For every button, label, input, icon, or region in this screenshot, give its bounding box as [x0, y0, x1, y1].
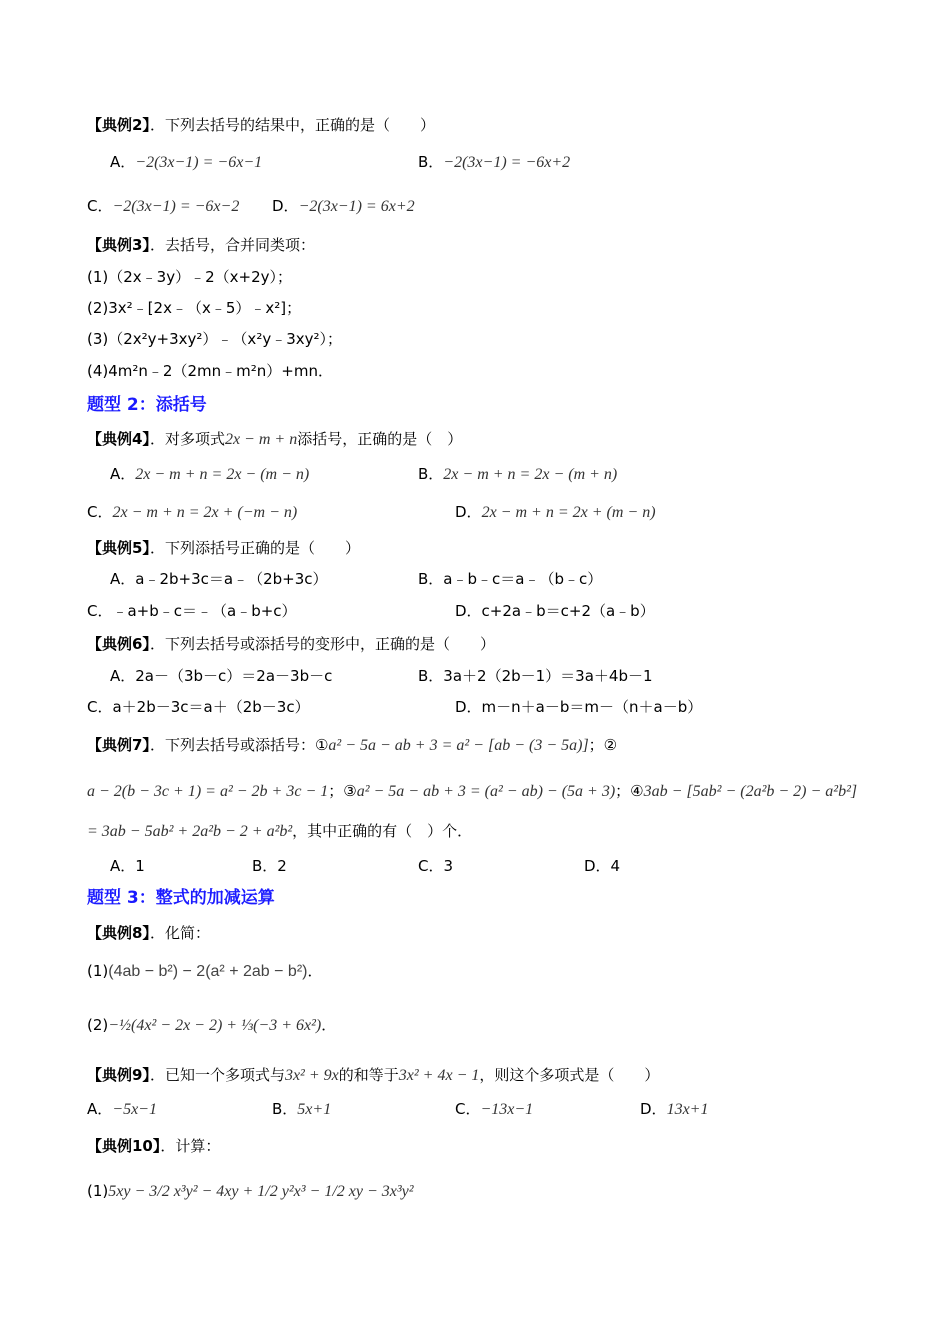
example-tag: 【典例10】: [87, 1137, 161, 1155]
sub-question-1: (1)（2x﹣3y）﹣2（x+2y）；: [87, 268, 292, 286]
example-7-statement-end: = 3ab − 5ab² + 2a²b − 2 + a²b²，其中正确的有（ ）个．: [87, 822, 473, 840]
sub-question-1: (1)(4ab − b²) − 2(a² + 2ab − b²)．: [87, 962, 323, 980]
example-2-question: 【典例2】．下列去括号的结果中，正确的是（ ）: [87, 116, 435, 134]
sub-question-1: (1)5xy − 3/2 x³y² − 4xy + 1/2 y²x³ − 1/2 xy − 3x³y²: [87, 1182, 414, 1200]
option-d: D．m－n＋a－b＝m－（n＋a－b）: [455, 698, 703, 716]
example-tag: 【典例7】: [87, 736, 150, 754]
option-c: C．2x − m + n = 2x + (−m − n): [87, 503, 298, 521]
option-c: C．−2(3x−1) = −6x−2: [87, 197, 240, 215]
option-a: A．a﹣2b+3c＝a﹣（2b+3c）: [110, 570, 328, 588]
example-5-question: 【典例5】．下列添括号正确的是（ ）: [87, 539, 360, 557]
option-a: A．2x − m + n = 2x − (m − n): [110, 465, 310, 483]
option-c: C．3: [418, 857, 454, 875]
option-b: B．2x − m + n = 2x − (m + n): [418, 465, 618, 483]
section-heading-type-2: 题型 2：添括号: [87, 395, 207, 415]
option-d: D．13x+1: [640, 1100, 709, 1118]
example-9-question: 【典例9】．已知一个多项式与3x² + 9x的和等于3x² + 4x − 1，则这个多项式是（ ）: [87, 1066, 660, 1084]
sub-question-4: (4)4m²n﹣2（2mn﹣m²n）+mn．: [87, 362, 333, 380]
example-tag: 【典例4】: [87, 430, 150, 448]
example-tag: 【典例2】: [87, 116, 150, 134]
example-6-question: 【典例6】．下列去括号或添括号的变形中，正确的是（ ）: [87, 635, 495, 653]
example-7-statement-line: a − 2(b − 3c + 1) = a² − 2b + 3c − 1；③a² − 5a − ab + 3 = (a² − ab) − (5a + 3)；④3ab − [5ab² − (2a²b − 2) − a²b²]: [87, 782, 858, 800]
sub-question-3: (3)（2x²y+3xy²）﹣（x²y﹣3xy²）；: [87, 330, 343, 348]
section-heading-type-3: 题型 3：整式的加减运算: [87, 888, 275, 908]
option-b: B．a﹣b﹣c＝a﹣（b﹣c）: [418, 570, 603, 588]
option-b: B．2: [252, 857, 287, 875]
example-tag: 【典例9】: [87, 1066, 150, 1084]
option-d: D．−2(3x−1) = 6x+2: [272, 197, 415, 215]
option-c: C．a＋2b－3c＝a＋（2b－3c）: [87, 698, 310, 716]
example-4-question: 【典例4】．对多项式2x − m + n添括号，正确的是（ ）: [87, 430, 463, 448]
example-tag: 【典例6】: [87, 635, 150, 653]
option-a: A．1: [110, 857, 145, 875]
example-3-question: 【典例3】．去括号，合并同类项：: [87, 236, 315, 254]
option-b: B．5x+1: [272, 1100, 332, 1118]
sub-question-2: (2)3x²﹣[2x﹣（x﹣5）﹣x²]；: [87, 299, 302, 317]
option-a: A．2a－（3b－c）＝2a－3b－c: [110, 667, 333, 685]
option-c: C．−13x−1: [455, 1100, 534, 1118]
option-b: B．−2(3x−1) = −6x+2: [418, 153, 571, 171]
example-tag: 【典例8】: [87, 924, 150, 942]
option-d: D．c+2a﹣b＝c+2（a﹣b）: [455, 602, 655, 620]
example-7-question: 【典例7】．下列去括号或添括号：①a² − 5a − ab + 3 = a² − [ab − (3 − 5a)]；②: [87, 736, 618, 754]
example-10-question: 【典例10】．计算：: [87, 1137, 221, 1155]
example-8-question: 【典例8】．化简：: [87, 924, 210, 942]
example-tag: 【典例5】: [87, 539, 150, 557]
example-tag: 【典例3】: [87, 236, 150, 254]
option-a: A．−5x−1: [87, 1100, 157, 1118]
option-a: A．−2(3x−1) = −6x−1: [110, 153, 263, 171]
option-c: C．﹣a+b﹣c＝﹣（a﹣b+c）: [87, 602, 297, 620]
sub-question-2: (2)−½(4x² − 2x − 2) + ⅓(−3 + 6x²)．: [87, 1016, 337, 1034]
option-d: D．4: [584, 857, 621, 875]
option-b: B．3a＋2（2b－1）＝3a＋4b－1: [418, 667, 653, 685]
option-d: D．2x − m + n = 2x + (m − n): [455, 503, 656, 521]
